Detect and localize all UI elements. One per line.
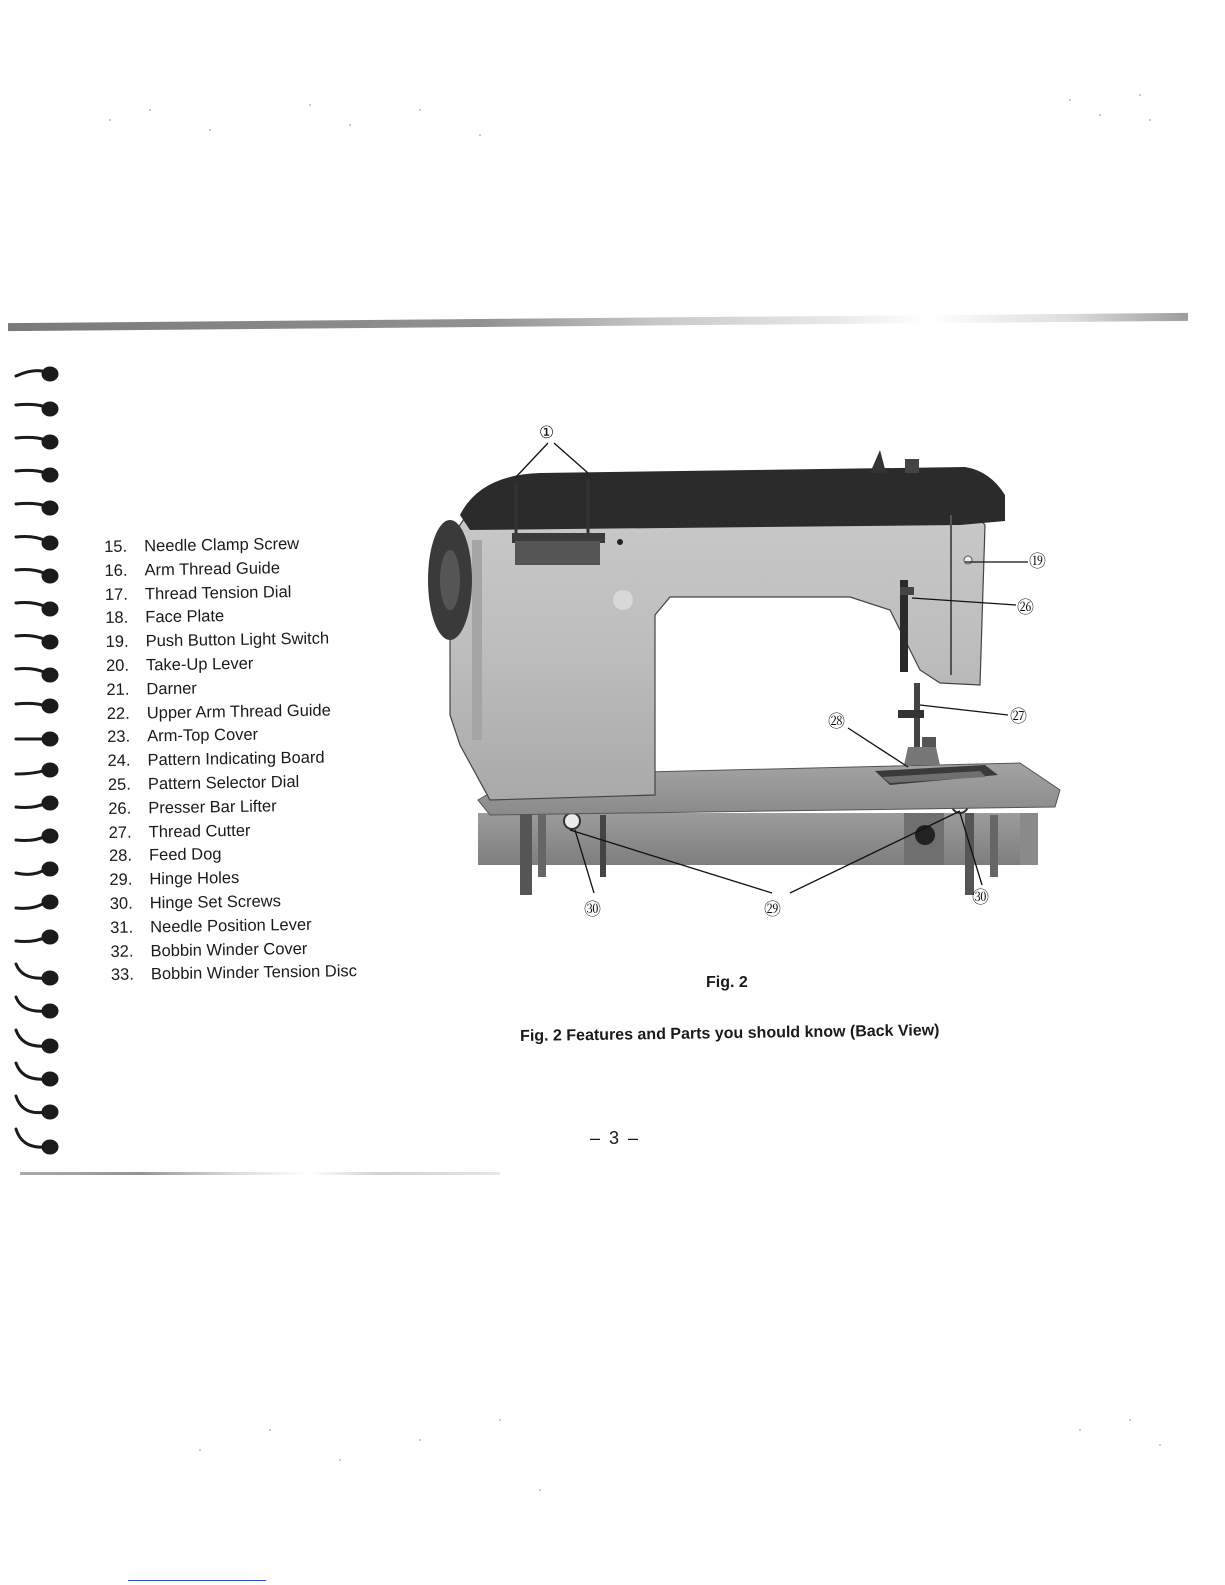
scan-speckle-top [90,80,1190,200]
item-number: 33. [110,965,134,985]
item-label: Upper Arm Thread Guide [146,701,331,722]
item-number: 29. [109,870,133,890]
callout-30-left: ㉚ [584,900,601,920]
item-number: 25. [107,775,131,794]
item-label: Presser Bar Lifter [148,797,277,818]
item-number: 24. [107,751,131,771]
item-label: Pattern Selector Dial [147,772,300,794]
scan-speckle-bottom [180,1390,1180,1510]
item-number: 23. [107,727,131,747]
list-item [107,746,353,774]
scan-bottom-edge [20,1172,500,1175]
scan-top-edge [8,313,1188,331]
sewing-machine-back-view-figure [420,415,1070,930]
item-number: 17. [104,585,128,604]
item-label: Push Button Light Switch [145,629,330,651]
callout-26: ㉖ [1017,598,1034,618]
callout-19: ⑲ [1029,552,1046,572]
item-label: Arm Thread Guide [144,559,281,580]
callout-27: ㉗ [1010,707,1027,727]
callout-1: ① [539,423,555,443]
callout-30-right: ㉚ [972,888,989,908]
item-label: Face Plate [145,607,225,627]
item-label: Hinge Set Screws [149,892,282,913]
item-number: 31. [110,918,134,937]
item-label: Take-Up Lever [145,654,254,675]
figure-caption: Fig. 2 Features and Parts you should know (Back View) [520,1022,940,1045]
item-number: 18. [105,609,129,628]
parts-list [104,532,357,988]
item-label: Thread Tension Dial [144,582,292,603]
list-item [107,699,353,727]
figure-label: Fig. 2 [706,974,748,991]
item-number: 21. [106,680,130,699]
item-label: Hinge Holes [149,869,240,889]
page-number: – 3 – [590,1128,641,1148]
item-label: Bobbin Winder Cover [150,939,308,960]
item-number: 20. [105,656,130,675]
list-item [105,627,351,655]
item-number: 30. [109,894,133,913]
item-label: Thread Cutter [148,821,251,841]
item-label: Feed Dog [148,845,222,865]
item-label: Arm-Top Cover [147,725,259,746]
list-item [111,960,357,988]
item-number: 26. [108,799,132,818]
item-number: 22. [106,704,130,723]
bottom-edge-line [128,1580,266,1581]
item-number: 19. [105,632,129,652]
machine-body [428,450,1005,800]
callout-28: ㉘ [828,712,845,732]
item-label: Darner [146,679,197,699]
item-number: 28. [108,846,133,866]
callout-29: ㉙ [764,900,781,920]
item-label: Bobbin Winder Tension Disc [150,962,358,984]
spiral-binding [12,362,72,1162]
item-label: Pattern Indicating Board [147,748,325,770]
item-number: 27. [108,823,132,842]
item-number: 32. [110,942,134,961]
item-number: 15. [104,537,128,556]
item-number: 16. [104,561,128,580]
item-label: Needle Position Lever [150,915,312,937]
item-label: Needle Clamp Screw [144,534,300,556]
